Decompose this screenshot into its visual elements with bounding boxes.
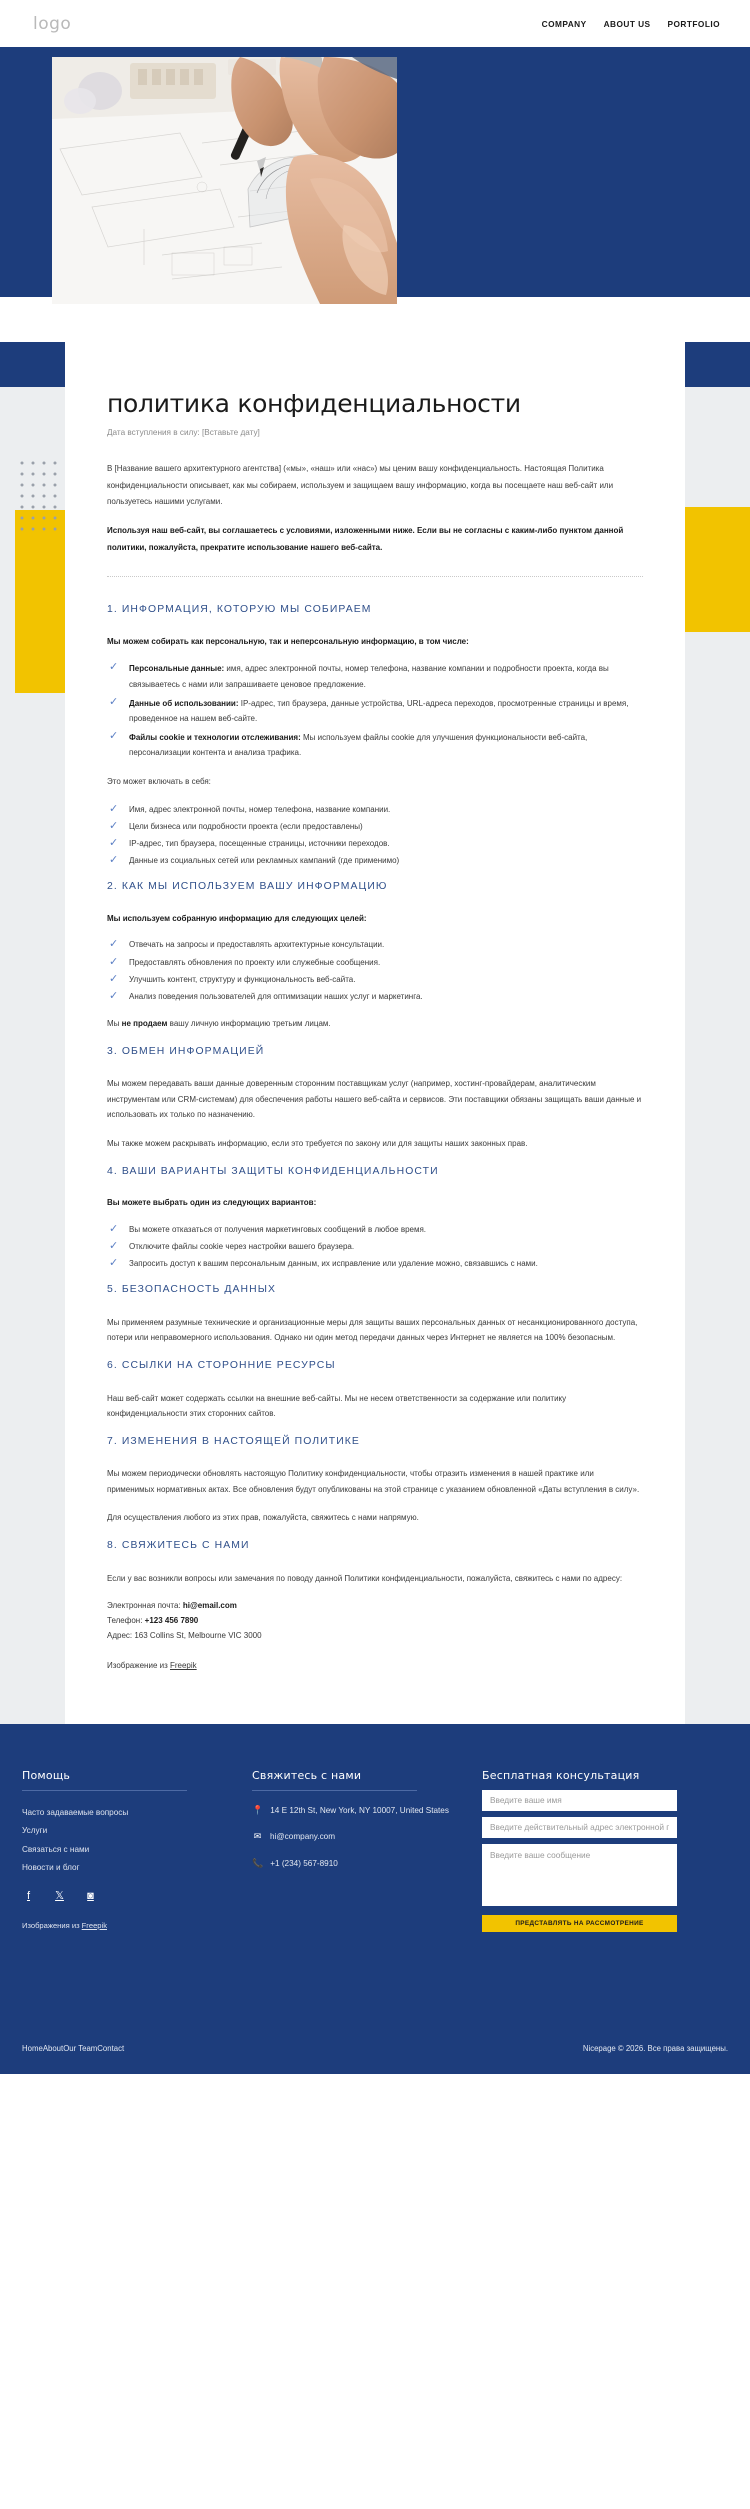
list-item: [107, 1223, 643, 1236]
section-2-closing: [107, 1016, 643, 1032]
contact-email-line: [107, 1599, 643, 1614]
section-1-sublead: Это может включать в себя:: [107, 776, 211, 786]
bullet-text: Предоставлять обновления по проекту или служебные сообщения.: [129, 957, 381, 967]
hero-image: [52, 57, 397, 304]
bullet-text: Мы используем файлы cookie для улучшения функциональности веб-сайта, персонализации контента и анализа трафика.: [129, 732, 588, 758]
list-item: [107, 854, 643, 867]
bullet-text: Отвечать на запросы и предоставлять архитектурные консультации.: [129, 940, 385, 950]
section-2-heading: 2. КАК МЫ ИСПОЛЬЗУЕМ ВАШУ ИНФОРМАЦИЮ: [107, 881, 388, 893]
closing-bold: не продаем: [121, 1019, 168, 1029]
section-4-lead: Вы можете выбрать один из следующих вариантов:: [107, 1198, 317, 1208]
page-title: политика конфиденциальности: [107, 389, 521, 418]
footer-link-news-blog[interactable]: Новости и блог: [22, 1863, 80, 1873]
nav-item-about-us[interactable]: ABOUT US: [603, 18, 651, 29]
footer-contact-column: [252, 1769, 482, 1932]
list-item: [107, 1257, 643, 1270]
nav-item-company[interactable]: COMPANY: [541, 18, 587, 29]
footer-email-text[interactable]: hi@company.com: [270, 1832, 336, 1842]
footer-help-title: Помощь: [22, 1768, 71, 1782]
section-7-heading: 7. ИЗМЕНЕНИЯ В НАСТОЯЩЕЙ ПОЛИТИКЕ: [107, 1435, 360, 1447]
intro-paragraph-1: В [Название вашего архитектурного агентства] («мы», «наш» или «нас») мы ценим вашу конфиденциальность. Настоящая Политика конфиденциальности описывает, как мы собираем, используем и защищаем вашу информацию, когда вы посещаете наш веб-сайт или пользуетесь нашими услугами.: [107, 464, 614, 507]
yellow-accent-right: [678, 507, 750, 632]
check-icon: ✓: [109, 989, 119, 1002]
footer-columns: [22, 1769, 728, 1932]
contact-phone-line: [107, 1614, 643, 1629]
location-pin-icon: 📍: [252, 1804, 264, 1815]
article-image-credit: [107, 1659, 643, 1673]
check-icon: ✓: [109, 955, 119, 968]
email-value[interactable]: hi@email.com: [182, 1601, 237, 1611]
footer-consultation-title: Бесплатная консультация: [482, 1768, 640, 1782]
check-icon: ✓: [109, 972, 119, 985]
phone-icon: 📞: [252, 1857, 264, 1868]
consultation-email-input[interactable]: [482, 1817, 677, 1838]
section-3-paragraph-1: Мы можем передавать ваши данные доверенным сторонним поставщикам услуг (например, хостинг-провайдерам, аналитическим инструментам или CRM-системам) для обеспечения работы нашего веб-сайта и сервисов. Эти поставщики обязаны защищать ваши данные и использовать их только по назначению.: [107, 1079, 642, 1120]
footer-email: [252, 1830, 482, 1844]
section-1-heading: 1. ИНФОРМАЦИЯ, КОТОРУЮ МЫ СОБИРАЕМ: [107, 604, 372, 616]
privacy-policy-article: [65, 342, 685, 1724]
section-1-lead: Мы можем собирать как персональную, так и неперсональную информацию, в том числе:: [107, 636, 469, 646]
bullet-text: Вы можете отказаться от получения маркетинговых сообщений в любое время.: [129, 1224, 427, 1234]
bullet-text: имя, адрес электронной почты, номер телефона, название компании и подробности проекта, когда вы связываетесь с нами или запрашиваете ценовое предложение.: [129, 664, 609, 689]
bullet-text: Улучшить контент, структуру и функциональность веб-сайта.: [129, 974, 356, 984]
section-8-paragraph-1: Если у вас возникли вопросы или замечания по поводу данной Политики конфиденциальности, пожалуйста, свяжитесь с нами по адресу:: [107, 1573, 623, 1583]
bottom-link-contact[interactable]: Contact: [97, 2044, 125, 2054]
footer-help-column: [22, 1769, 252, 1932]
envelope-icon: ✉: [253, 1831, 262, 1842]
check-icon: ✓: [109, 819, 119, 832]
list-item: [107, 973, 643, 986]
check-icon: ✓: [109, 1239, 119, 1252]
bullet-text: Цели бизнеса или подробности проекта (если предоставлены): [129, 821, 363, 831]
yellow-accent-left: [15, 510, 68, 693]
bullet-text: IP-адрес, тип браузера, данные устройства, URL-адреса переходов, просмотренные страницы и время, проведенное на нашем веб-сайте.: [129, 698, 629, 724]
section-4-heading: 4. ВАШИ ВАРИАНТЫ ЗАЩИТЫ КОНФИДЕНЦИАЛЬНОСТИ: [107, 1165, 439, 1177]
site-footer: [0, 1724, 750, 2014]
check-icon: ✓: [109, 661, 119, 674]
footer-help-rule: [22, 1790, 187, 1791]
list-item: [107, 696, 643, 727]
list-item: [107, 661, 643, 692]
section-8: [107, 1539, 643, 1674]
section-3: [107, 1045, 643, 1152]
bottom-link-our-team[interactable]: Our Team: [63, 2044, 98, 2054]
section-1-bullets: [107, 661, 643, 761]
check-icon: ✓: [109, 729, 119, 742]
footer-freepik-link[interactable]: Freepik: [81, 1920, 107, 1930]
list-item: [107, 730, 643, 761]
footer-consultation-column: [482, 1769, 728, 1932]
bullet-text: Отключите файлы cookie через настройки вашего браузера.: [129, 1241, 355, 1251]
copyright-text: Nicepage © 2026. Все права защищены.: [582, 2044, 728, 2054]
closing-post: вашу личную информацию третьим лицам.: [167, 1019, 331, 1029]
footer-phone: [252, 1857, 482, 1871]
list-item: [107, 820, 643, 833]
footer-phone-text[interactable]: +1 (234) 567-8910: [270, 1858, 338, 1868]
intro-paragraph-2: Используя наш веб-сайт, вы соглашаетесь с условиями, изложенными ниже. Если вы не согласны с каким-либо пунктом данной политики, пожалуйста, прекратите использование нашего веб-сайта.: [107, 526, 624, 552]
phone-label: Телефон:: [107, 1615, 145, 1625]
bullet-label: Персональные данные:: [129, 664, 225, 674]
instagram-icon[interactable]: ◙: [87, 1889, 94, 1902]
section-7: [107, 1435, 643, 1526]
footer-link-faq[interactable]: Часто задаваемые вопросы: [22, 1807, 129, 1817]
section-7-paragraph-1: Мы можем периодически обновлять настоящую Политику конфиденциальности, чтобы отразить изменения в нашей практике или применимых нормативных актах. Все обновления будут опубликованы на этой странице с указанием обновленной «Даты вступления в силу».: [107, 1469, 640, 1494]
consultation-submit-button[interactable]: ПРЕДСТАВЛЯТЬ НА РАССМОТРЕНИЕ: [482, 1915, 677, 1932]
closing-pre: Мы: [107, 1019, 122, 1029]
section-6: [107, 1359, 643, 1422]
section-2-lead: Мы используем собранную информацию для следующих целей:: [107, 913, 367, 923]
x-twitter-icon[interactable]: 𝕏: [55, 1889, 64, 1902]
section-5-paragraph-1: Мы применяем разумные технические и организационные меры для защиты ваших персональных данных от несанкционированного доступа, потери или неправомерного использования. Однако ни один метод передачи данных через Интернет не является на 100% безопасным.: [107, 1317, 638, 1343]
bullet-text: IP-адрес, тип браузера, посещенные страницы, источники переходов.: [129, 838, 390, 848]
site-logo[interactable]: logo: [33, 13, 72, 34]
address-value: 163 Collins St, Melbourne VIC 3000: [134, 1630, 262, 1640]
bottom-link-about[interactable]: About: [42, 2044, 64, 2054]
bottom-bar: [0, 2014, 750, 2074]
section-3-paragraph-2: Мы также можем раскрывать информацию, если это требуется по закону или для защиты наших законных прав.: [107, 1139, 528, 1149]
check-icon: ✓: [109, 802, 119, 815]
footer-link-contact[interactable]: Связаться с нами: [22, 1844, 90, 1854]
check-icon: ✓: [109, 695, 119, 708]
check-icon: ✓: [109, 1257, 119, 1270]
bullet-label: Данные об использовании:: [129, 698, 239, 708]
list-item: [107, 837, 643, 850]
list-item: [107, 1240, 643, 1253]
section-6-paragraph-1: Наш веб-сайт может содержать ссылки на внешние веб-сайты. Мы не несем ответственности за содержание или политику конфиденциальности этих сторонних сайтов.: [107, 1393, 567, 1419]
section-1: [107, 603, 643, 867]
list-item: [107, 938, 643, 951]
section-5: [107, 1283, 643, 1346]
bullet-text: Имя, адрес электронной почты, номер телефона, название компании.: [129, 804, 391, 814]
section-8-heading: 8. СВЯЖИТЕСЬ С НАМИ: [107, 1539, 250, 1551]
email-label: Электронная почта:: [107, 1601, 183, 1611]
bottom-bar-links: [22, 2044, 124, 2053]
hero-section: [0, 47, 750, 297]
architect-drawing-illustration: [52, 57, 397, 304]
footer-image-credit: [22, 1921, 252, 1930]
social-links: [22, 1890, 252, 1903]
site-header: [0, 0, 750, 47]
section-2-bullets: [107, 938, 643, 1003]
footer-address-text: 14 E 12th St, New York, NY 10007, United States: [270, 1805, 449, 1815]
credit-text: Изображение из: [107, 1661, 170, 1671]
section-3-heading: 3. ОБМЕН ИНФОРМАЦИЕЙ: [107, 1045, 265, 1057]
check-icon: ✓: [109, 1222, 119, 1235]
bullet-text: Запросить доступ к вашим персональным данным, их исправление или удаление можно, связавшись с нами.: [129, 1259, 538, 1269]
section-6-heading: 6. ССЫЛКИ НА СТОРОННИЕ РЕСУРСЫ: [107, 1359, 336, 1371]
bullet-label: Файлы cookie и технологии отслеживания:: [129, 732, 301, 742]
bullet-text: Данные из социальных сетей или рекламных кампаний (где применимо): [129, 856, 400, 866]
divider: [107, 576, 643, 577]
footer-link-services[interactable]: Услуги: [22, 1826, 48, 1836]
section-5-heading: 5. БЕЗОПАСНОСТЬ ДАННЫХ: [107, 1284, 277, 1296]
list-item: [107, 803, 643, 816]
freepik-link[interactable]: Freepik: [169, 1661, 197, 1671]
footer-address: [252, 1804, 482, 1818]
section-7-paragraph-2: Для осуществления любого из этих прав, пожалуйста, свяжитесь с нами напрямую.: [107, 1513, 419, 1523]
check-icon: ✓: [109, 854, 119, 867]
footer-contact-rule: [252, 1790, 417, 1791]
check-icon: ✓: [109, 836, 119, 849]
footer-contact-title: Свяжитесь с нами: [252, 1768, 362, 1782]
section-2: [107, 880, 643, 1031]
check-icon: ✓: [109, 938, 119, 951]
list-item: [107, 990, 643, 1003]
bottom-link-home[interactable]: Home: [22, 2044, 43, 2054]
section-1-subbullets: [107, 803, 643, 868]
footer-credit-text: Изображения из: [22, 1920, 82, 1930]
consultation-message-input[interactable]: [482, 1844, 677, 1906]
content-stage: [0, 342, 750, 1724]
consultation-name-input[interactable]: [482, 1790, 677, 1811]
list-item: [107, 956, 643, 969]
section-4-bullets: [107, 1223, 643, 1271]
main-navigation: [542, 19, 720, 29]
nav-item-portfolio[interactable]: PORTFOLIO: [667, 18, 720, 29]
facebook-icon[interactable]: f: [26, 1889, 31, 1902]
phone-value[interactable]: +123 456 7890: [144, 1615, 199, 1625]
contact-address-line: [107, 1629, 643, 1644]
section-4: [107, 1165, 643, 1271]
effective-date: Дата вступления в силу: [Вставьте дату]: [107, 428, 260, 437]
bullet-text: Анализ поведения пользователей для оптимизации наших услуг и маркетинга.: [129, 991, 423, 1001]
dot-grid-decoration: [19, 460, 67, 532]
address-label: Адрес:: [107, 1630, 135, 1640]
